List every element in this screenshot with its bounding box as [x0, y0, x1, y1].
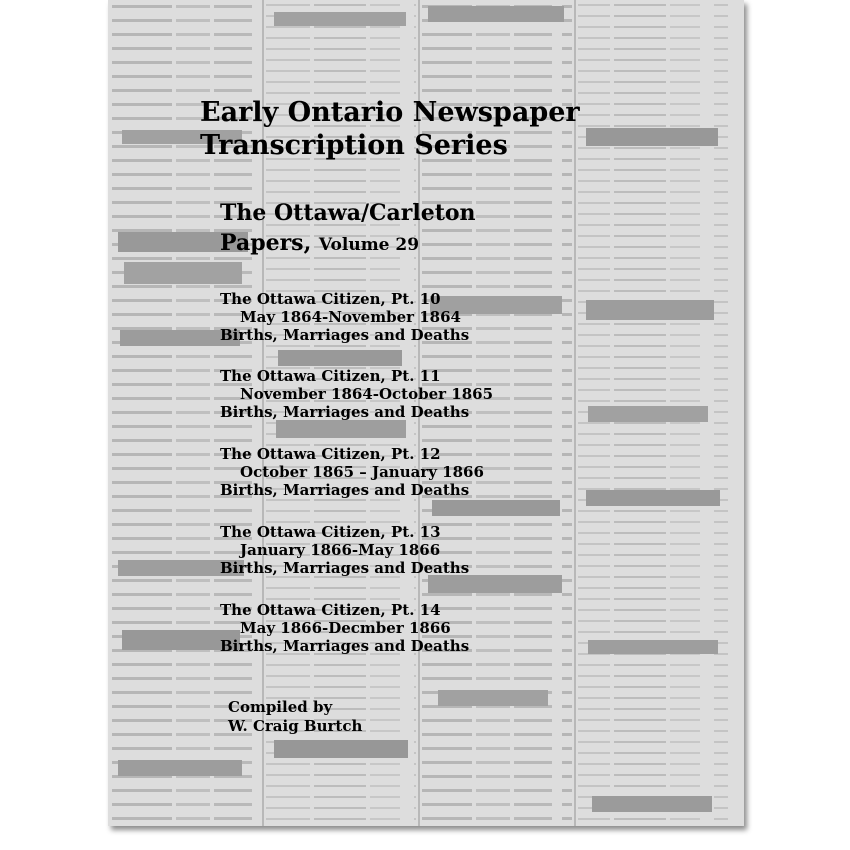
compiler-name: W. Craig Burtch	[228, 717, 363, 735]
part-entry	[220, 523, 640, 577]
part-dates: January 1866-May 1866	[240, 541, 441, 559]
volume-number: Volume 29	[318, 235, 420, 255]
part-entry	[220, 290, 640, 344]
part-content: Births, Marriages and Deaths	[220, 403, 470, 421]
part-dates: October 1865 – January 1866	[240, 463, 484, 481]
part-content: Births, Marriages and Deaths	[220, 481, 470, 499]
compiler-credit	[228, 698, 362, 736]
compiled-by-label: Compiled by	[228, 698, 333, 716]
part-name: The Ottawa Citizen, Pt. 13	[220, 523, 441, 541]
part-entry	[220, 367, 640, 421]
part-name: The Ottawa Citizen, Pt. 12	[220, 445, 441, 463]
series-title-block	[200, 96, 740, 162]
series-title-line-2: Transcription Series	[200, 130, 508, 161]
book-cover	[108, 0, 744, 826]
part-content: Births, Marriages and Deaths	[220, 326, 470, 344]
series-title-line-1: Early Ontario Newspaper	[200, 97, 580, 128]
series-title	[200, 96, 740, 162]
part-name: The Ottawa Citizen, Pt. 10	[220, 290, 441, 308]
part-content: Births, Marriages and Deaths	[220, 559, 470, 577]
part-entry	[220, 445, 640, 499]
part-entry	[220, 601, 640, 655]
collection-title-line-1: The Ottawa/Carleton	[220, 200, 476, 226]
collection-title-line-2	[220, 228, 720, 260]
collection-title	[220, 198, 720, 260]
part-name: The Ottawa Citizen, Pt. 14	[220, 601, 441, 619]
part-dates: November 1864-October 1865	[240, 385, 494, 403]
part-dates: May 1864-November 1864	[240, 308, 461, 326]
part-name: The Ottawa Citizen, Pt. 11	[220, 367, 441, 385]
collection-title-papers: Papers,	[220, 230, 312, 256]
part-content: Births, Marriages and Deaths	[220, 637, 470, 655]
part-dates: May 1866-Decmber 1866	[240, 619, 451, 637]
